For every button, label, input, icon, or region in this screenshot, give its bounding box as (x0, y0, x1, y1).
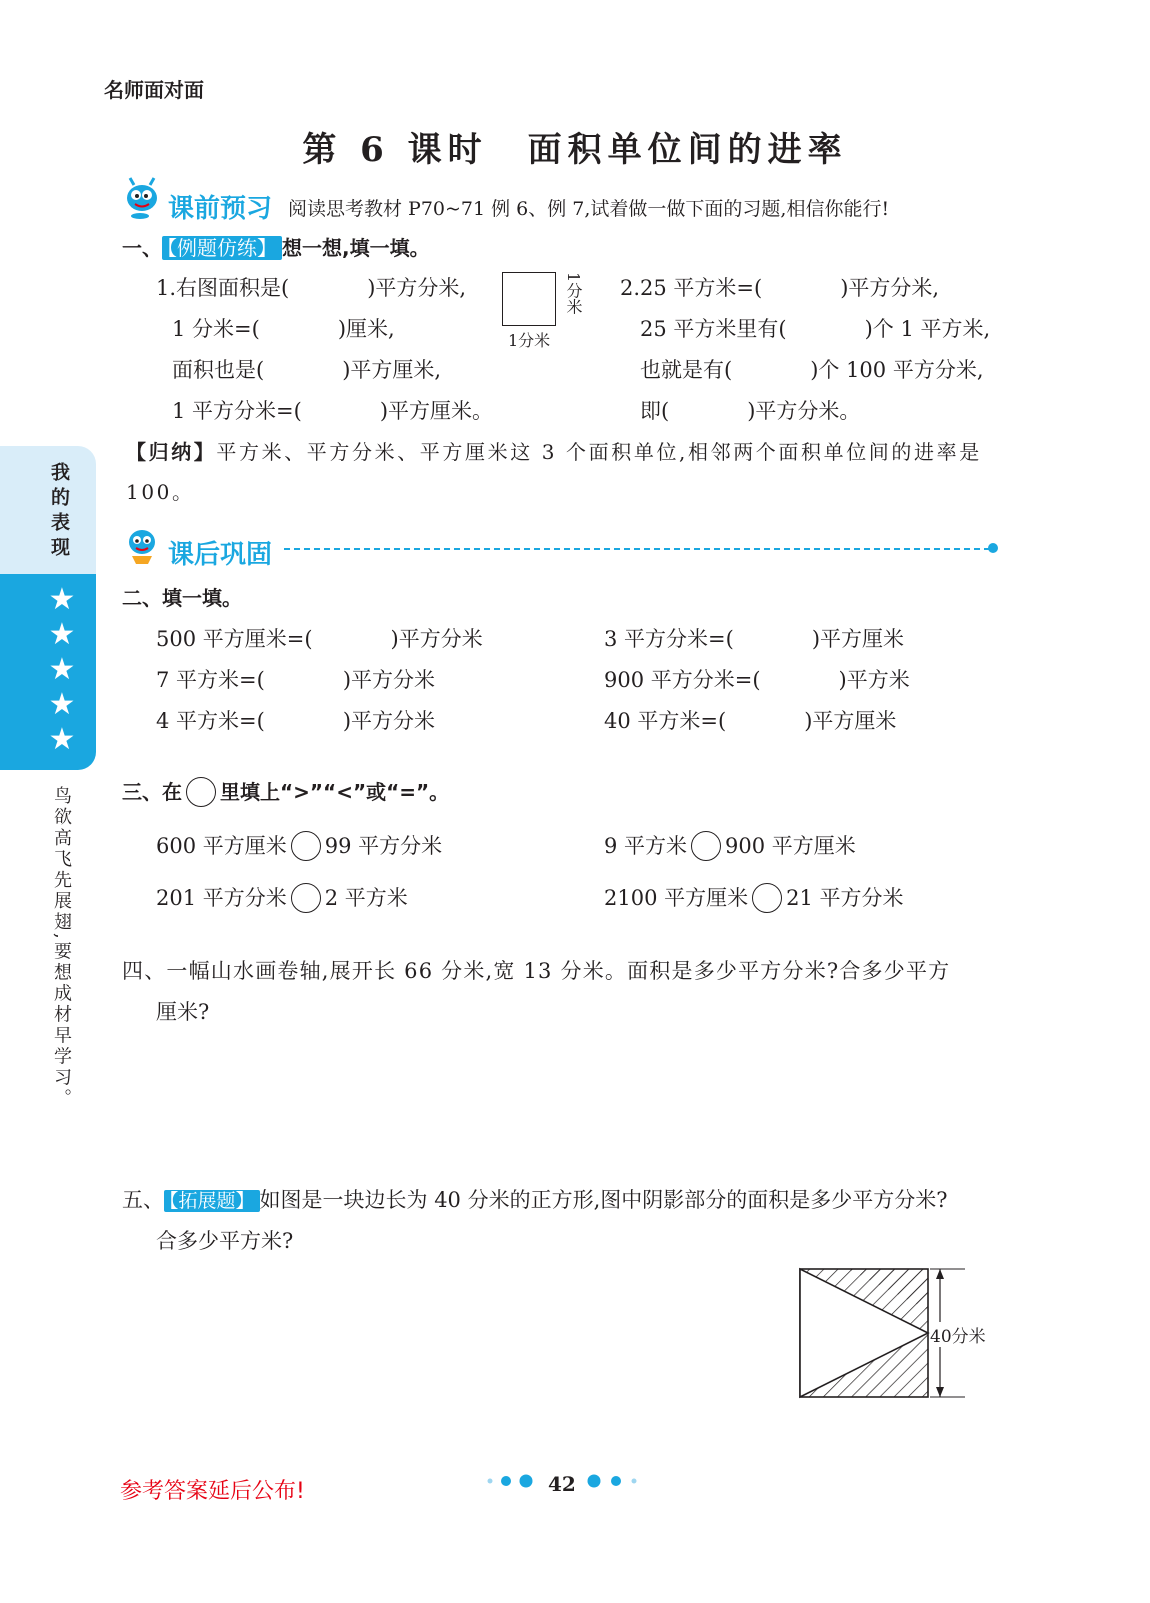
p3-r1-left: 600 平方厘米 99 平方分米 (156, 830, 442, 863)
review-section-header (120, 522, 1010, 572)
review-divider (284, 548, 990, 550)
compare-circle[interactable] (291, 883, 321, 913)
q2-line2: 25 平方米里有( )个 1 平方米, (640, 317, 991, 341)
p2-r2-left: 7 平方米=( )平方分米 (156, 668, 436, 692)
sidebar-motto: 鸟欲高飞先展翅,要想成材早学习。 (51, 786, 72, 1110)
star-icon[interactable]: ★ (48, 652, 76, 687)
mascot-icon (120, 176, 164, 220)
part5-line2: 合多少平方米? (156, 1229, 294, 1253)
q2-line1: 2.25 平方米=( )平方分米, (620, 276, 940, 300)
book-title: 名师面对面 (104, 78, 204, 102)
summary (126, 432, 1006, 512)
p2-r3-right: 40 平方米=( )平方厘米 (604, 709, 897, 733)
q1-line2: 1 分米=( )厘米, (172, 317, 395, 341)
sidebar-label: 我的表现 (48, 462, 70, 562)
part2-heading: 二、填一填。 (122, 586, 242, 610)
preview-hint: 阅读思考教材 P70~71 例 6、例 7,试着做一做下面的习题,相信你能行! (288, 198, 890, 220)
part1-number: 一、 (122, 236, 162, 260)
example-tag: 【例题仿练】 (162, 236, 282, 260)
lesson-title: 第 6 课时 面积单位间的进率 (302, 130, 848, 170)
part4-line1: 四、一幅山水画卷轴,展开长 66 分米,宽 13 分米。面积是多少平方分米?合多少平方 (122, 959, 951, 983)
p2-r3-left: 4 平方米=( )平方分米 (156, 709, 436, 733)
unit-square-figure (502, 272, 582, 352)
p3-r2-right: 2100 平方厘米 21 平方分米 (604, 882, 904, 915)
part4-line2: 厘米? (156, 1000, 210, 1024)
extension-tag: 【拓展题】 (164, 1190, 260, 1212)
part1-heading-text: 想一想,填一填。 (282, 236, 430, 260)
star-rating[interactable] (44, 582, 80, 757)
summary-tag: 【归纳】 (126, 440, 217, 464)
part5-text: 如图是一块边长为 40 分米的正方形,图中阴影部分的面积是多少平方分米? (259, 1188, 948, 1212)
mascot-icon (120, 522, 164, 566)
compare-circle[interactable] (291, 831, 321, 861)
bottom-label: 1分米 (508, 331, 551, 350)
part3-heading (122, 776, 449, 809)
p3-r2-left: 201 平方分米 2 平方米 (156, 882, 408, 915)
sidebar-stars (0, 574, 96, 770)
part5-line1 (122, 1184, 948, 1214)
compare-circle[interactable] (691, 831, 721, 861)
p3-r1-right: 9 平方米 900 平方厘米 (604, 830, 856, 863)
q1-line1: 1.右图面积是( )平方分米, (156, 276, 467, 300)
q2-line4: 即( )平方分米。 (640, 399, 861, 423)
p2-r2-right: 900 平方分米=( )平方米 (604, 668, 910, 692)
compare-circle[interactable] (752, 883, 782, 913)
q1-line3: 面积也是( )平方厘米, (172, 358, 442, 382)
page-dots-left-icon (486, 1474, 544, 1488)
unit-square (502, 272, 556, 326)
star-icon[interactable]: ★ (48, 687, 76, 722)
side-label: 1分米 (564, 272, 583, 315)
part1-heading (122, 232, 430, 261)
review-label: 课后巩固 (168, 540, 273, 570)
sidebar-performance (0, 446, 96, 574)
p2-r1-right: 3 平方分米=( )平方厘米 (604, 627, 905, 651)
part3-heading-a: 三、在 (122, 780, 182, 804)
compare-circle-sample (186, 777, 216, 807)
q1-line4: 1 平方分米=( )平方厘米。 (172, 399, 494, 423)
part5-number: 五、 (122, 1188, 164, 1212)
preview-label: 课前预习 (168, 194, 273, 224)
star-icon[interactable]: ★ (48, 582, 76, 617)
q2-line3: 也就是有( )个 100 平方分米, (640, 358, 984, 382)
page-number: 42 (548, 1472, 576, 1496)
star-icon[interactable]: ★ (48, 722, 76, 757)
side-length-label: 40分米 (930, 1322, 986, 1347)
page-dots-right-icon (584, 1474, 642, 1488)
summary-text: 平方米、平方分米、平方厘米这 3 个面积单位,相邻两个面积单位间的进率是 100。 (126, 440, 982, 504)
star-icon[interactable]: ★ (48, 617, 76, 652)
answer-note: 参考答案延后公布! (120, 1479, 305, 1504)
p2-r1-left: 500 平方厘米=( )平方分米 (156, 627, 483, 651)
divider-dot (988, 543, 998, 553)
part3-heading-b: 里填上“>”“<”或“=”。 (220, 780, 450, 804)
